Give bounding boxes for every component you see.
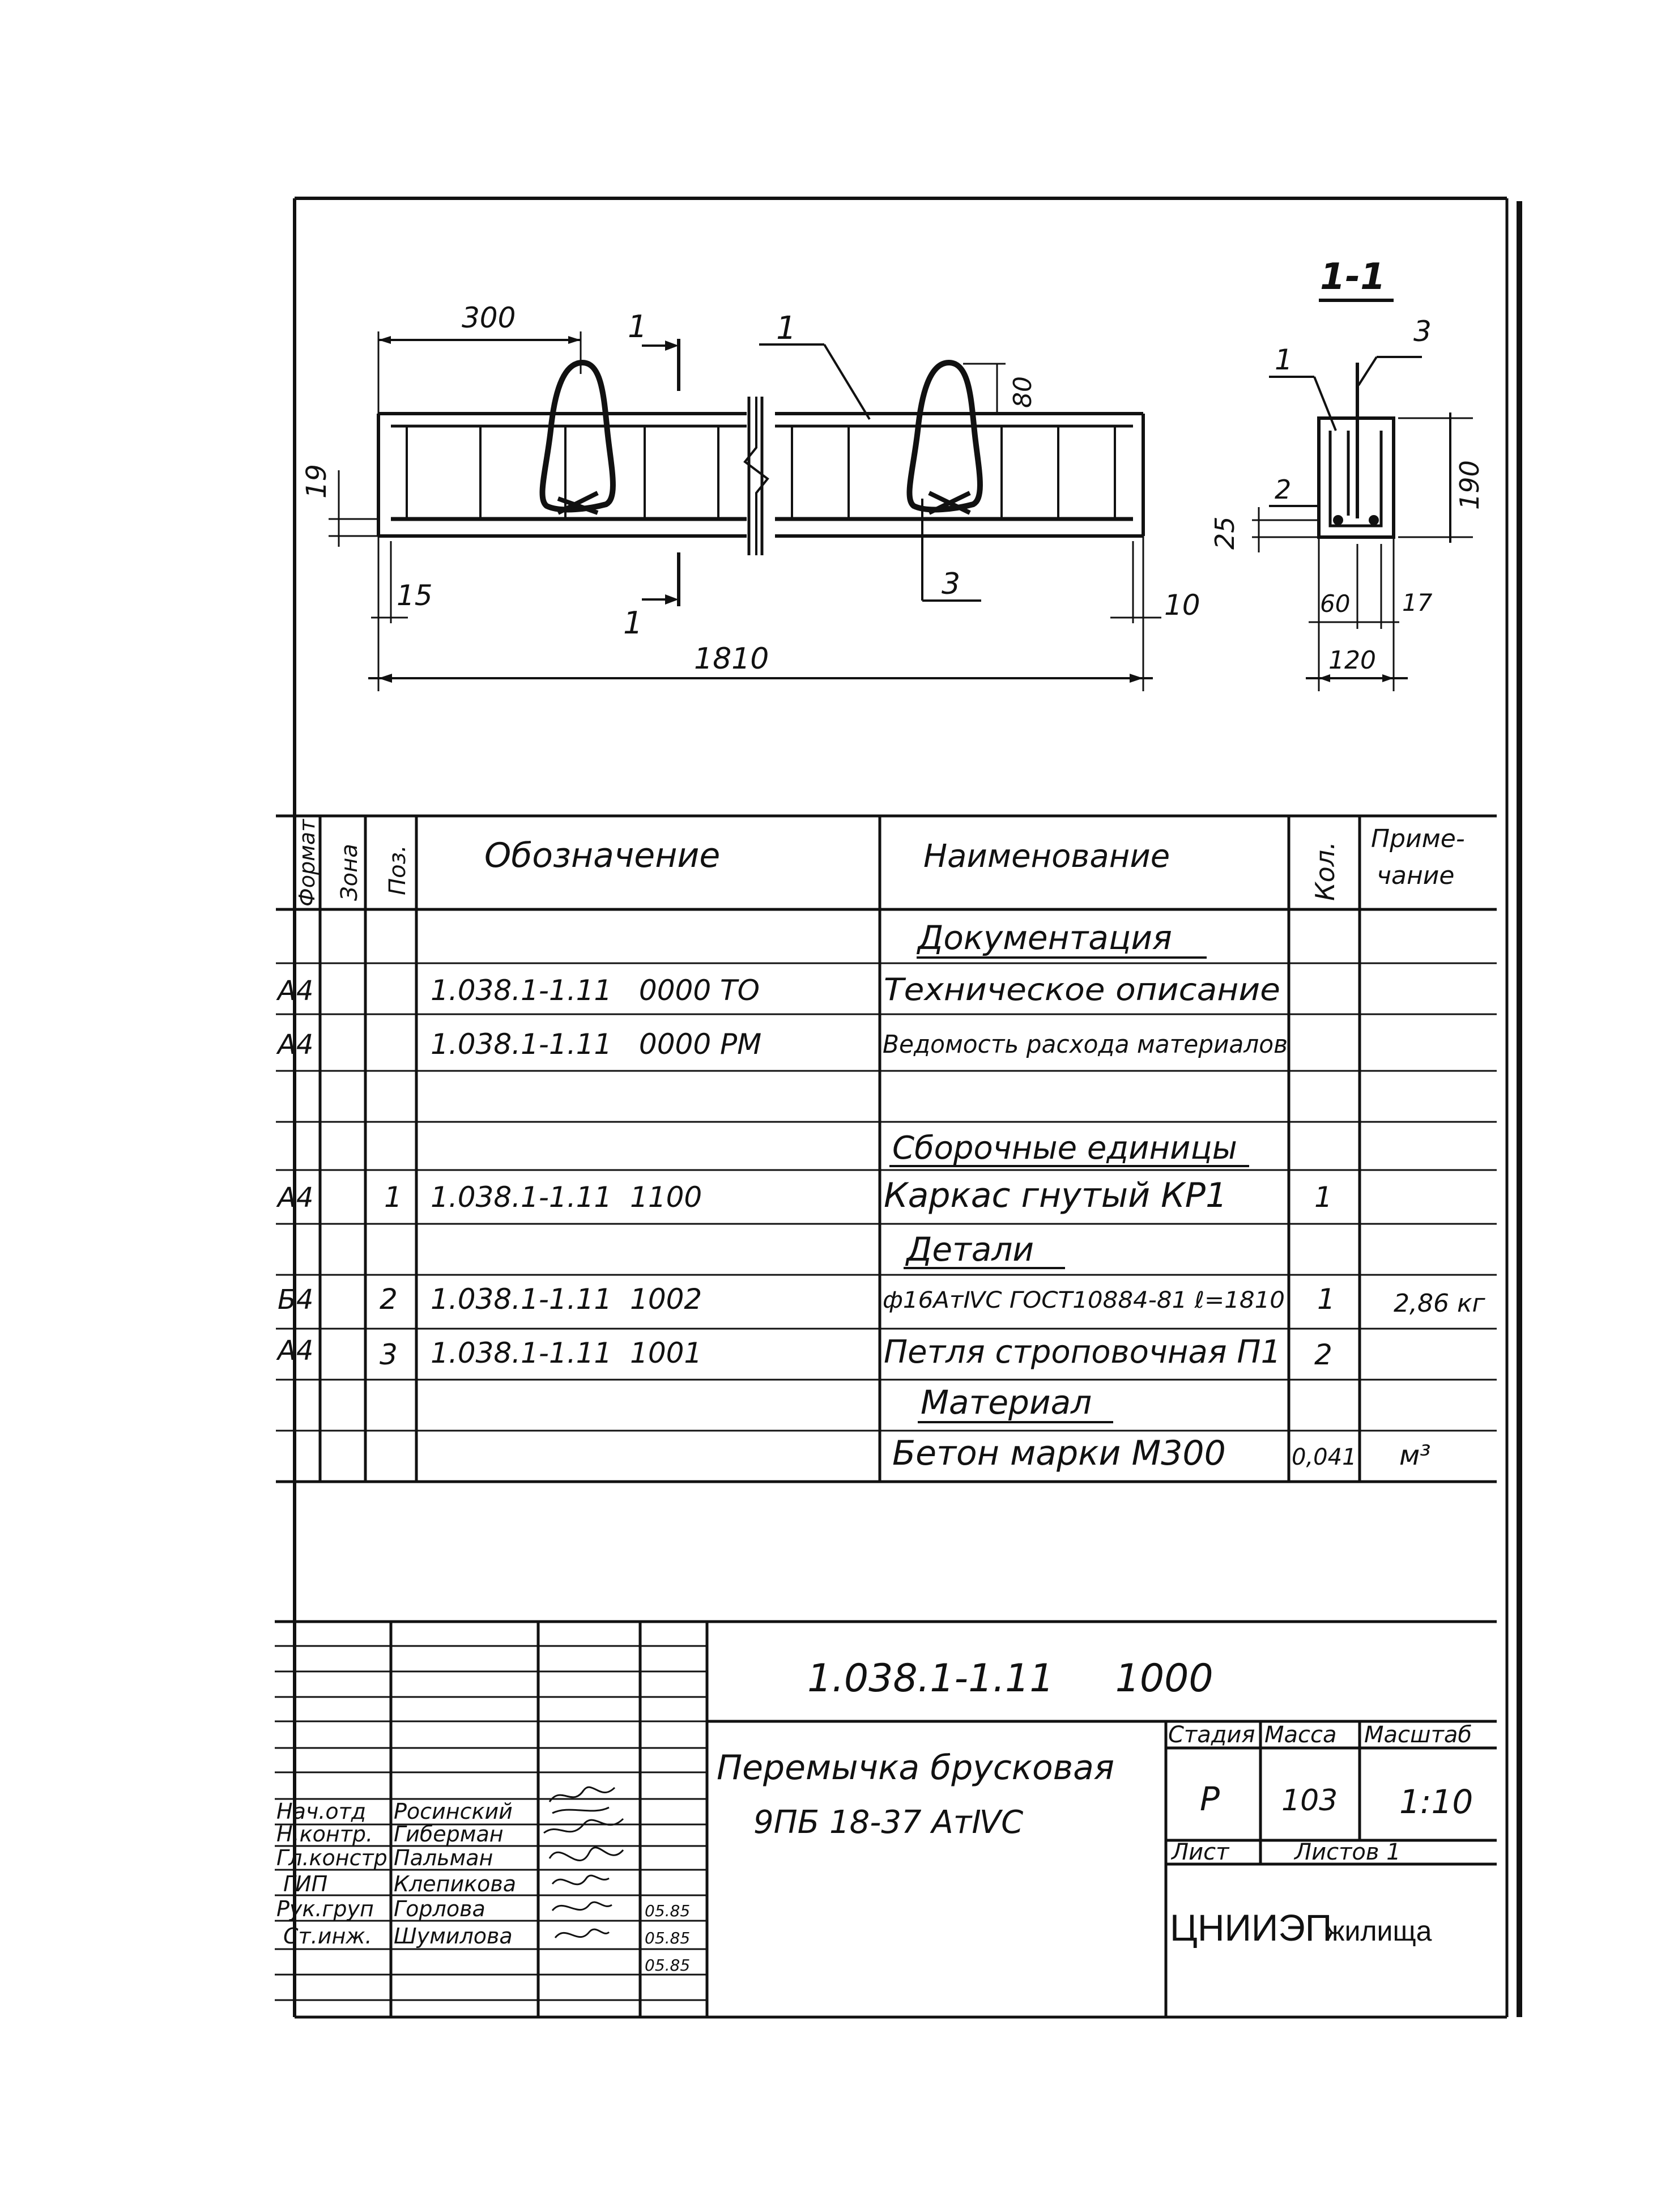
dim-60: 60 xyxy=(1320,590,1351,618)
scale-header: Масштаб xyxy=(1364,1722,1472,1748)
dim-190: 190 xyxy=(1454,460,1485,510)
mass-value: 103 xyxy=(1281,1784,1338,1818)
lifting-loop-right xyxy=(909,363,979,513)
row-5-qty: 1 xyxy=(1314,1181,1332,1214)
section-details: Детали xyxy=(906,1230,1034,1269)
row-1-name: Техническое описание xyxy=(884,972,1280,1007)
header-zone: Зона xyxy=(337,844,363,901)
section-1-1 xyxy=(1209,256,1485,691)
sign-name-1: Гиберман xyxy=(394,1822,504,1847)
row-7-format: Б4 xyxy=(278,1284,314,1316)
section-callout-2: 2 xyxy=(1275,474,1292,505)
row-8-pos: 3 xyxy=(380,1338,398,1371)
header-name: Наименование xyxy=(923,838,1170,875)
dim-17: 17 xyxy=(1402,589,1433,616)
sign-role-2: Гл.констр xyxy=(276,1845,387,1870)
row-1-designation: 1.038.1-1.11 0000 ТО xyxy=(431,974,760,1007)
section-documentation: Документация xyxy=(918,918,1172,957)
mass-header: Масса xyxy=(1264,1722,1337,1748)
stage-value: Р xyxy=(1200,1780,1220,1818)
sign-name-5: Шумилова xyxy=(394,1924,513,1949)
beam-elevation xyxy=(301,301,1200,691)
sign-name-3: Клепикова xyxy=(394,1871,517,1896)
row-5-format: А4 xyxy=(278,1182,314,1214)
callout-loop-3: 3 xyxy=(942,567,961,601)
header-pos: Поз. xyxy=(385,845,411,895)
dim-10: 10 xyxy=(1164,589,1200,622)
sign-date-5: 05.85 xyxy=(645,1956,691,1975)
sheets-label: Листов 1 xyxy=(1294,1839,1401,1865)
section-callout-1: 1 xyxy=(1275,343,1293,376)
cut-mark-bottom: 1 xyxy=(623,605,643,641)
dim-80: 80 xyxy=(1008,376,1037,408)
row-7-qty: 1 xyxy=(1317,1283,1335,1316)
row-7-designation: 1.038.1-1.11 1002 xyxy=(431,1283,702,1316)
sheet-label: Лист xyxy=(1172,1839,1229,1865)
sign-role-1: Н.контр. xyxy=(276,1822,373,1847)
row-7-note: 2,86 кг xyxy=(1394,1289,1485,1318)
callout-frame-1: 1 xyxy=(776,310,797,347)
header-note-1: Приме- xyxy=(1371,824,1465,853)
row-10-name: Бетон марки М300 xyxy=(892,1433,1226,1473)
header-designation: Обозначение xyxy=(484,836,721,875)
section-callout-3: 3 xyxy=(1413,315,1432,348)
row-2-format: А4 xyxy=(278,1029,314,1061)
doc-code: 1.038.1-1.11 1000 xyxy=(807,1656,1213,1701)
section-assemblies: Сборочные единицы xyxy=(892,1130,1237,1167)
lifting-loop-left xyxy=(542,363,612,513)
row-10-note: м³ xyxy=(1399,1440,1431,1471)
dim-19: 19 xyxy=(301,463,333,499)
sign-date-4: 05.85 xyxy=(645,1929,691,1947)
dim-300: 300 xyxy=(462,301,516,334)
header-format: Формат xyxy=(295,819,320,907)
sign-role-4: Рук.груп xyxy=(276,1896,374,1921)
dim-1810: 1810 xyxy=(694,642,769,676)
scale-value: 1:10 xyxy=(1399,1783,1473,1821)
row-5-pos: 1 xyxy=(384,1181,402,1214)
row-7-name: ф16АтⅣС ГОСТ10884-81 ℓ=1810 xyxy=(883,1287,1285,1313)
dim-15: 15 xyxy=(397,579,433,612)
sign-name-0: Росинский xyxy=(394,1799,513,1824)
row-5-name: Каркас гнутый КР1 xyxy=(884,1176,1228,1215)
drawing-title-line2: 9ПБ 18-37 АтⅣС xyxy=(753,1804,1024,1841)
sign-role-5: Ст.инж. xyxy=(283,1924,372,1949)
section-label: 1-1 xyxy=(1320,256,1386,298)
row-10-qty: 0,041 xyxy=(1292,1444,1357,1470)
sign-role-3: ГИП xyxy=(283,1871,328,1896)
spec-table xyxy=(276,816,1497,1482)
row-8-qty: 2 xyxy=(1314,1338,1332,1371)
header-qty: Кол. xyxy=(1310,841,1340,901)
row-8-name: Петля строповочная П1 xyxy=(884,1334,1281,1371)
stage-header: Стадия xyxy=(1168,1722,1255,1748)
sign-date-3: 05.85 xyxy=(645,1902,691,1920)
row-5-designation: 1.038.1-1.11 1100 xyxy=(431,1181,702,1214)
row-2-designation: 1.038.1-1.11 0000 РМ xyxy=(431,1028,762,1061)
row-8-designation: 1.038.1-1.11 1001 xyxy=(431,1337,702,1369)
sign-name-2: Пальман xyxy=(394,1845,493,1870)
org-main: ЦНИИЭП xyxy=(1170,1907,1332,1949)
row-2-name: Ведомость расхода материалов xyxy=(883,1030,1288,1059)
title-block xyxy=(275,1622,1497,2017)
sign-role-0: Нач.отд xyxy=(276,1799,367,1824)
cut-mark-top: 1 xyxy=(628,309,648,344)
sign-name-4: Горлова xyxy=(394,1896,485,1921)
header-note-2: чание xyxy=(1377,861,1455,890)
row-1-format: А4 xyxy=(278,975,314,1007)
dim-120: 120 xyxy=(1328,646,1376,675)
signature-scribbles xyxy=(544,1787,623,1938)
drawing-title-line1: Перемычка брусковая xyxy=(717,1748,1114,1788)
section-material: Материал xyxy=(921,1383,1092,1422)
dim-25: 25 xyxy=(1209,516,1240,550)
org-sub: жилища xyxy=(1326,1915,1432,1947)
row-8-format: А4 xyxy=(278,1335,314,1367)
row-7-pos: 2 xyxy=(380,1283,398,1316)
